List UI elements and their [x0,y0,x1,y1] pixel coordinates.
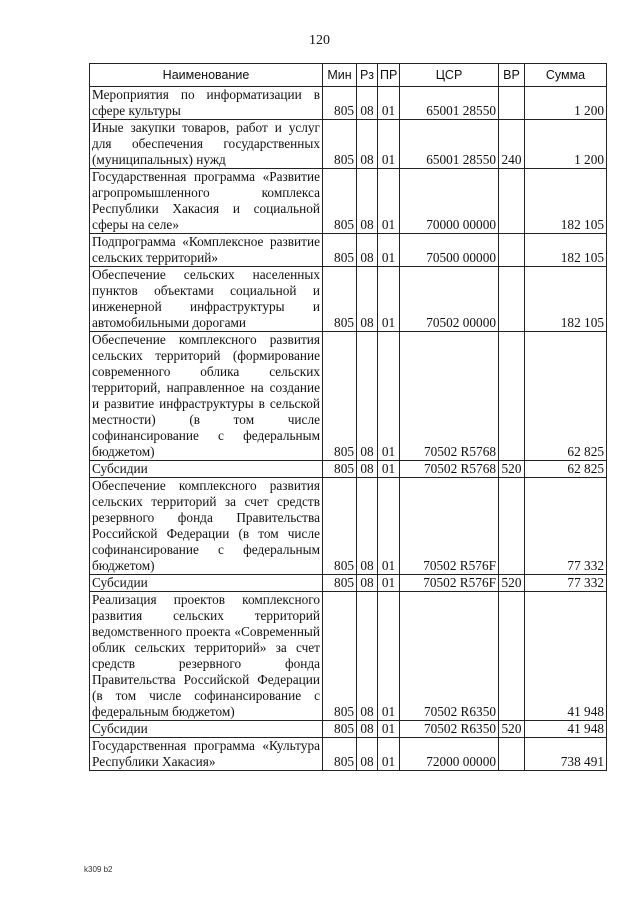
col-header-pr: ПР [378,64,400,87]
cell-csr: 70502 R576F [400,575,499,592]
cell-csr: 70502 R576F [400,478,499,575]
page-number: 120 [309,33,330,48]
cell-sum: 1 200 [525,87,607,120]
cell-pr: 01 [378,87,400,120]
table-row [90,738,607,771]
cell-name: Мероприятия по информатизации в сфере культуры [90,87,323,120]
cell-vr: 520 [499,461,525,478]
cell-name: Государственная программа «Развитие агропромышленного комплекса Республики Хакасия и социальной сферы на селе» [90,169,323,234]
cell-rz: 08 [357,234,378,267]
cell-vr: 240 [499,120,525,169]
cell-vr [499,332,525,461]
cell-vr [499,592,525,721]
cell-min: 805 [323,575,357,592]
cell-sum: 1 200 [525,120,607,169]
cell-sum: 182 105 [525,234,607,267]
cell-min: 805 [323,267,357,332]
cell-rz: 08 [357,267,378,332]
cell-vr [499,267,525,332]
cell-vr: 520 [499,721,525,738]
cell-rz: 08 [357,478,378,575]
cell-csr: 72000 00000 [400,738,499,771]
cell-csr: 70502 R5768 [400,332,499,461]
cell-vr [499,738,525,771]
cell-min: 805 [323,87,357,120]
col-header-sum: Сумма [525,64,607,87]
cell-sum: 77 332 [525,575,607,592]
cell-csr: 70502 R6350 [400,592,499,721]
cell-min: 805 [323,478,357,575]
col-header-csr: ЦСР [400,64,499,87]
cell-pr: 01 [378,592,400,721]
table-row [90,169,607,234]
cell-rz: 08 [357,120,378,169]
col-header-rz: Рз [357,64,378,87]
cell-pr: 01 [378,234,400,267]
cell-sum: 738 491 [525,738,607,771]
cell-csr: 70000 00000 [400,169,499,234]
cell-min: 805 [323,332,357,461]
cell-name: Обеспечение сельских населенных пунктов объектами социальной и инженерной инфраструктуры и автомобильными дорогами [90,267,323,332]
cell-name: Иные закупки товаров, работ и услуг для обеспечения государственных (муниципальных) нужд [90,120,323,169]
cell-rz: 08 [357,592,378,721]
cell-min: 805 [323,120,357,169]
cell-rz: 08 [357,87,378,120]
cell-sum: 182 105 [525,267,607,332]
col-header-vr: ВР [499,64,525,87]
cell-vr [499,234,525,267]
cell-csr: 70500 00000 [400,234,499,267]
table-row [90,478,607,575]
cell-csr: 70502 R6350 [400,721,499,738]
cell-pr: 01 [378,575,400,592]
cell-csr: 70502 R5768 [400,461,499,478]
cell-min: 805 [323,169,357,234]
cell-name: Субсидии [90,575,323,592]
cell-csr: 70502 00000 [400,267,499,332]
table-row [90,332,607,461]
cell-min: 805 [323,234,357,267]
cell-rz: 08 [357,169,378,234]
cell-csr: 65001 28550 [400,120,499,169]
cell-sum: 182 105 [525,169,607,234]
cell-min: 805 [323,461,357,478]
cell-sum: 62 825 [525,461,607,478]
table-row [90,234,607,267]
cell-csr: 65001 28550 [400,87,499,120]
cell-name: Подпрограмма «Комплексное развитие сельских территорий» [90,234,323,267]
cell-pr: 01 [378,738,400,771]
cell-name: Обеспечение комплексного развития сельских территорий (формирование современного облика сельских территорий, направленное на создание и развитие инфраструктуры в сельской местности) (в том числе софинансирование с федеральным бюджетом) [90,332,323,461]
cell-name: Обеспечение комплексного развития сельских территорий за счет средств резервного фонда Правительства Российской Федерации (в том числе софинансирование с федеральным бюджетом) [90,478,323,575]
cell-vr [499,87,525,120]
table-row [90,267,607,332]
cell-sum: 77 332 [525,478,607,575]
table-row [90,120,607,169]
cell-rz: 08 [357,575,378,592]
col-header-min: Мин [323,64,357,87]
cell-name: Субсидии [90,721,323,738]
table-header-row [90,64,607,87]
table-row [90,87,607,120]
cell-pr: 01 [378,120,400,169]
table-row [90,592,607,721]
table-row [90,461,607,478]
cell-min: 805 [323,721,357,738]
cell-name: Государственная программа «Культура Республики Хакасия» [90,738,323,771]
cell-pr: 01 [378,267,400,332]
document-code: k309 b2 [84,865,113,874]
cell-name: Субсидии [90,461,323,478]
cell-rz: 08 [357,738,378,771]
cell-vr: 520 [499,575,525,592]
cell-pr: 01 [378,169,400,234]
cell-name: Реализация проектов комплексного развития сельских территорий ведомственного проекта «Современный облик сельских территорий» за счет средств резервного фонда Правительства Российской Федерации (в том числе софинансирование с федеральным бюджетом) [90,592,323,721]
cell-vr [499,478,525,575]
cell-pr: 01 [378,332,400,461]
cell-rz: 08 [357,721,378,738]
cell-min: 805 [323,592,357,721]
cell-sum: 41 948 [525,721,607,738]
cell-min: 805 [323,738,357,771]
cell-sum: 41 948 [525,592,607,721]
cell-pr: 01 [378,478,400,575]
table-row [90,575,607,592]
cell-rz: 08 [357,332,378,461]
col-header-name: Наименование [90,64,323,87]
budget-table [89,63,607,771]
cell-rz: 08 [357,461,378,478]
cell-pr: 01 [378,721,400,738]
cell-sum: 62 825 [525,332,607,461]
table-body [90,87,607,771]
table-row [90,721,607,738]
cell-pr: 01 [378,461,400,478]
cell-vr [499,169,525,234]
